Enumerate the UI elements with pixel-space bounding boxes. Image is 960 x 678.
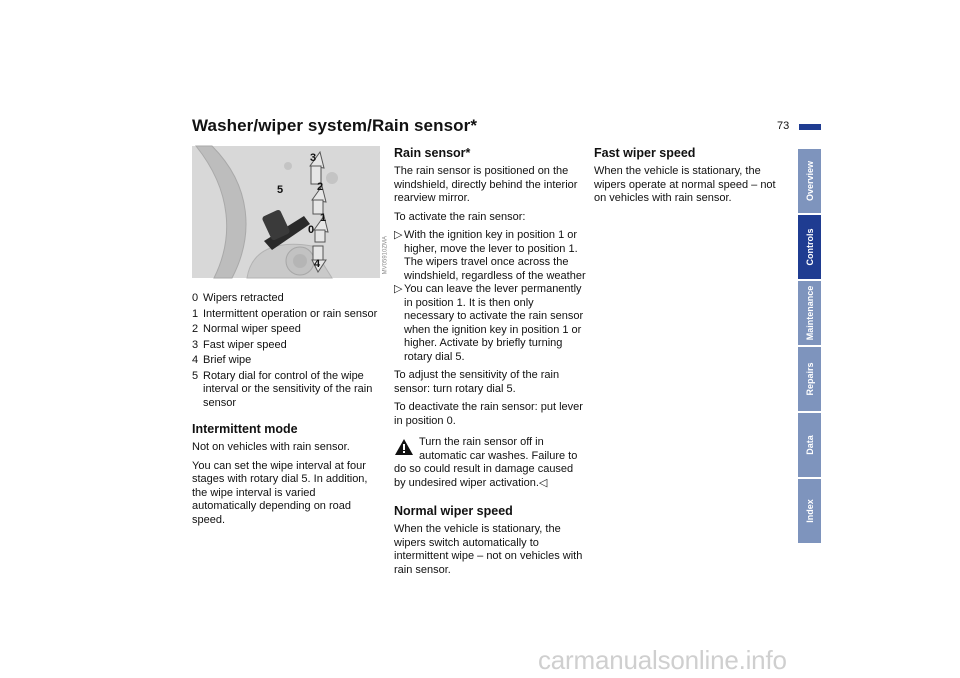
- intermittent-paragraph: Not on vehicles with rain sensor.: [192, 441, 350, 453]
- tab-label: Overview: [804, 160, 815, 202]
- normal-speed-paragraph: When the vehicle is stationary, the wipers switch automatically to intermittent wipe – not on vehicles with rain sensor.: [394, 523, 583, 576]
- figure-legend: [192, 292, 380, 410]
- section-tabs: [798, 149, 821, 545]
- tab-repairs[interactable]: [798, 347, 821, 411]
- warning-note: [394, 436, 586, 490]
- tab-data[interactable]: [798, 413, 821, 477]
- callout-0: 0: [308, 224, 315, 236]
- rain-sensor-paragraph: To adjust the sensitivity of the rain sensor: turn rotary dial 5.: [394, 369, 560, 395]
- list-item: [192, 354, 380, 368]
- tab-controls[interactable]: [798, 215, 821, 279]
- callout-4: 4: [314, 258, 321, 270]
- rain-sensor-steps: [394, 229, 586, 364]
- tab-label: Data: [804, 435, 815, 455]
- intermittent-paragraph: You can set the wipe interval at four stages with rotary dial 5. In addition, the wipe interval is varied automatically depending on road speed.: [192, 459, 368, 526]
- legend-number: 0: [192, 292, 199, 304]
- bullet-arrow-icon: ▷: [394, 283, 403, 295]
- page-number: 73: [777, 120, 790, 132]
- site-watermark: carmanualsonline.info: [538, 645, 787, 675]
- list-item: [394, 229, 586, 283]
- column-right: [594, 146, 786, 211]
- tab-label: Controls: [804, 228, 815, 266]
- warning-triangle-icon: [394, 438, 414, 456]
- list-item: [192, 339, 380, 353]
- tab-label: Index: [804, 499, 815, 523]
- rain-sensor-paragraph: To deactivate the rain sensor: put lever in position 0.: [394, 401, 583, 427]
- callout-5: 5: [277, 184, 284, 196]
- legend-text: Normal wiper speed: [203, 323, 301, 335]
- legend-number: 3: [192, 338, 199, 351]
- tab-maintenance[interactable]: [798, 281, 821, 345]
- rain-sensor-heading: Rain sensor*: [394, 146, 471, 160]
- legend-text: Brief wipe: [203, 354, 252, 366]
- list-item: [192, 323, 380, 337]
- fast-speed-heading: Fast wiper speed: [594, 146, 696, 160]
- page-number-bar: [799, 124, 821, 130]
- callout-3: 3: [310, 152, 317, 164]
- list-item: [192, 370, 380, 411]
- legend-number: 1: [192, 307, 199, 320]
- rain-sensor-paragraph: The rain sensor is positioned on the windshield, directly behind the interior rearview mirror.: [394, 165, 578, 204]
- tab-label: Maintenance: [804, 285, 815, 341]
- rain-sensor-paragraph: To activate the rain sensor:: [394, 210, 526, 223]
- normal-speed-heading: Normal wiper speed: [394, 504, 513, 518]
- wiper-lever-illustration: [192, 146, 380, 278]
- column-middle: [394, 146, 586, 582]
- warning-text: Turn the rain sensor off in automatic car washes. Failure to do so could result in damage caused by undesired wiper activation.: [394, 436, 578, 489]
- list-item: [192, 292, 380, 306]
- step-text: You can leave the lever permanently in position 1. It is then only necessary to activate the rain sensor when the ignition key in position 1 or higher. Activate by briefly turning rotary dial 5.: [404, 283, 584, 363]
- tab-label: Repairs: [804, 362, 815, 396]
- intermittent-heading: Intermittent mode: [192, 422, 298, 436]
- end-mark-icon: ◁: [538, 476, 548, 489]
- legend-number: 2: [192, 323, 199, 335]
- page-title: Washer/wiper system/Rain sensor*: [192, 116, 478, 135]
- callout-1: 1: [320, 212, 327, 224]
- list-item: [394, 283, 586, 364]
- fast-speed-paragraph: When the vehicle is stationary, the wipers operate at normal speed – not on vehicles with rain sensor.: [594, 165, 776, 204]
- legend-text: Wipers retracted: [203, 292, 284, 304]
- legend-text: Rotary dial for control of the wipe interval or the sensitivity of the rain sensor: [203, 369, 373, 409]
- tab-index[interactable]: [798, 479, 821, 543]
- wiper-lever-figure: [192, 146, 388, 278]
- step-text: With the ignition key in position 1 or higher, move the lever to position 1. The wipers travel once across the windshield, regardless of the weather: [404, 229, 586, 282]
- list-item: [192, 308, 380, 322]
- tab-overview[interactable]: [798, 149, 821, 213]
- callout-2: 2: [317, 181, 324, 193]
- legend-text: Fast wiper speed: [203, 338, 287, 351]
- bullet-arrow-icon: ▷: [394, 229, 403, 241]
- column-left: [192, 146, 388, 532]
- legend-number: 5: [192, 369, 199, 382]
- legend-text: Intermittent operation or rain sensor: [203, 307, 378, 320]
- figure-code: MV05910ZMA: [382, 236, 388, 275]
- legend-number: 4: [192, 354, 199, 366]
